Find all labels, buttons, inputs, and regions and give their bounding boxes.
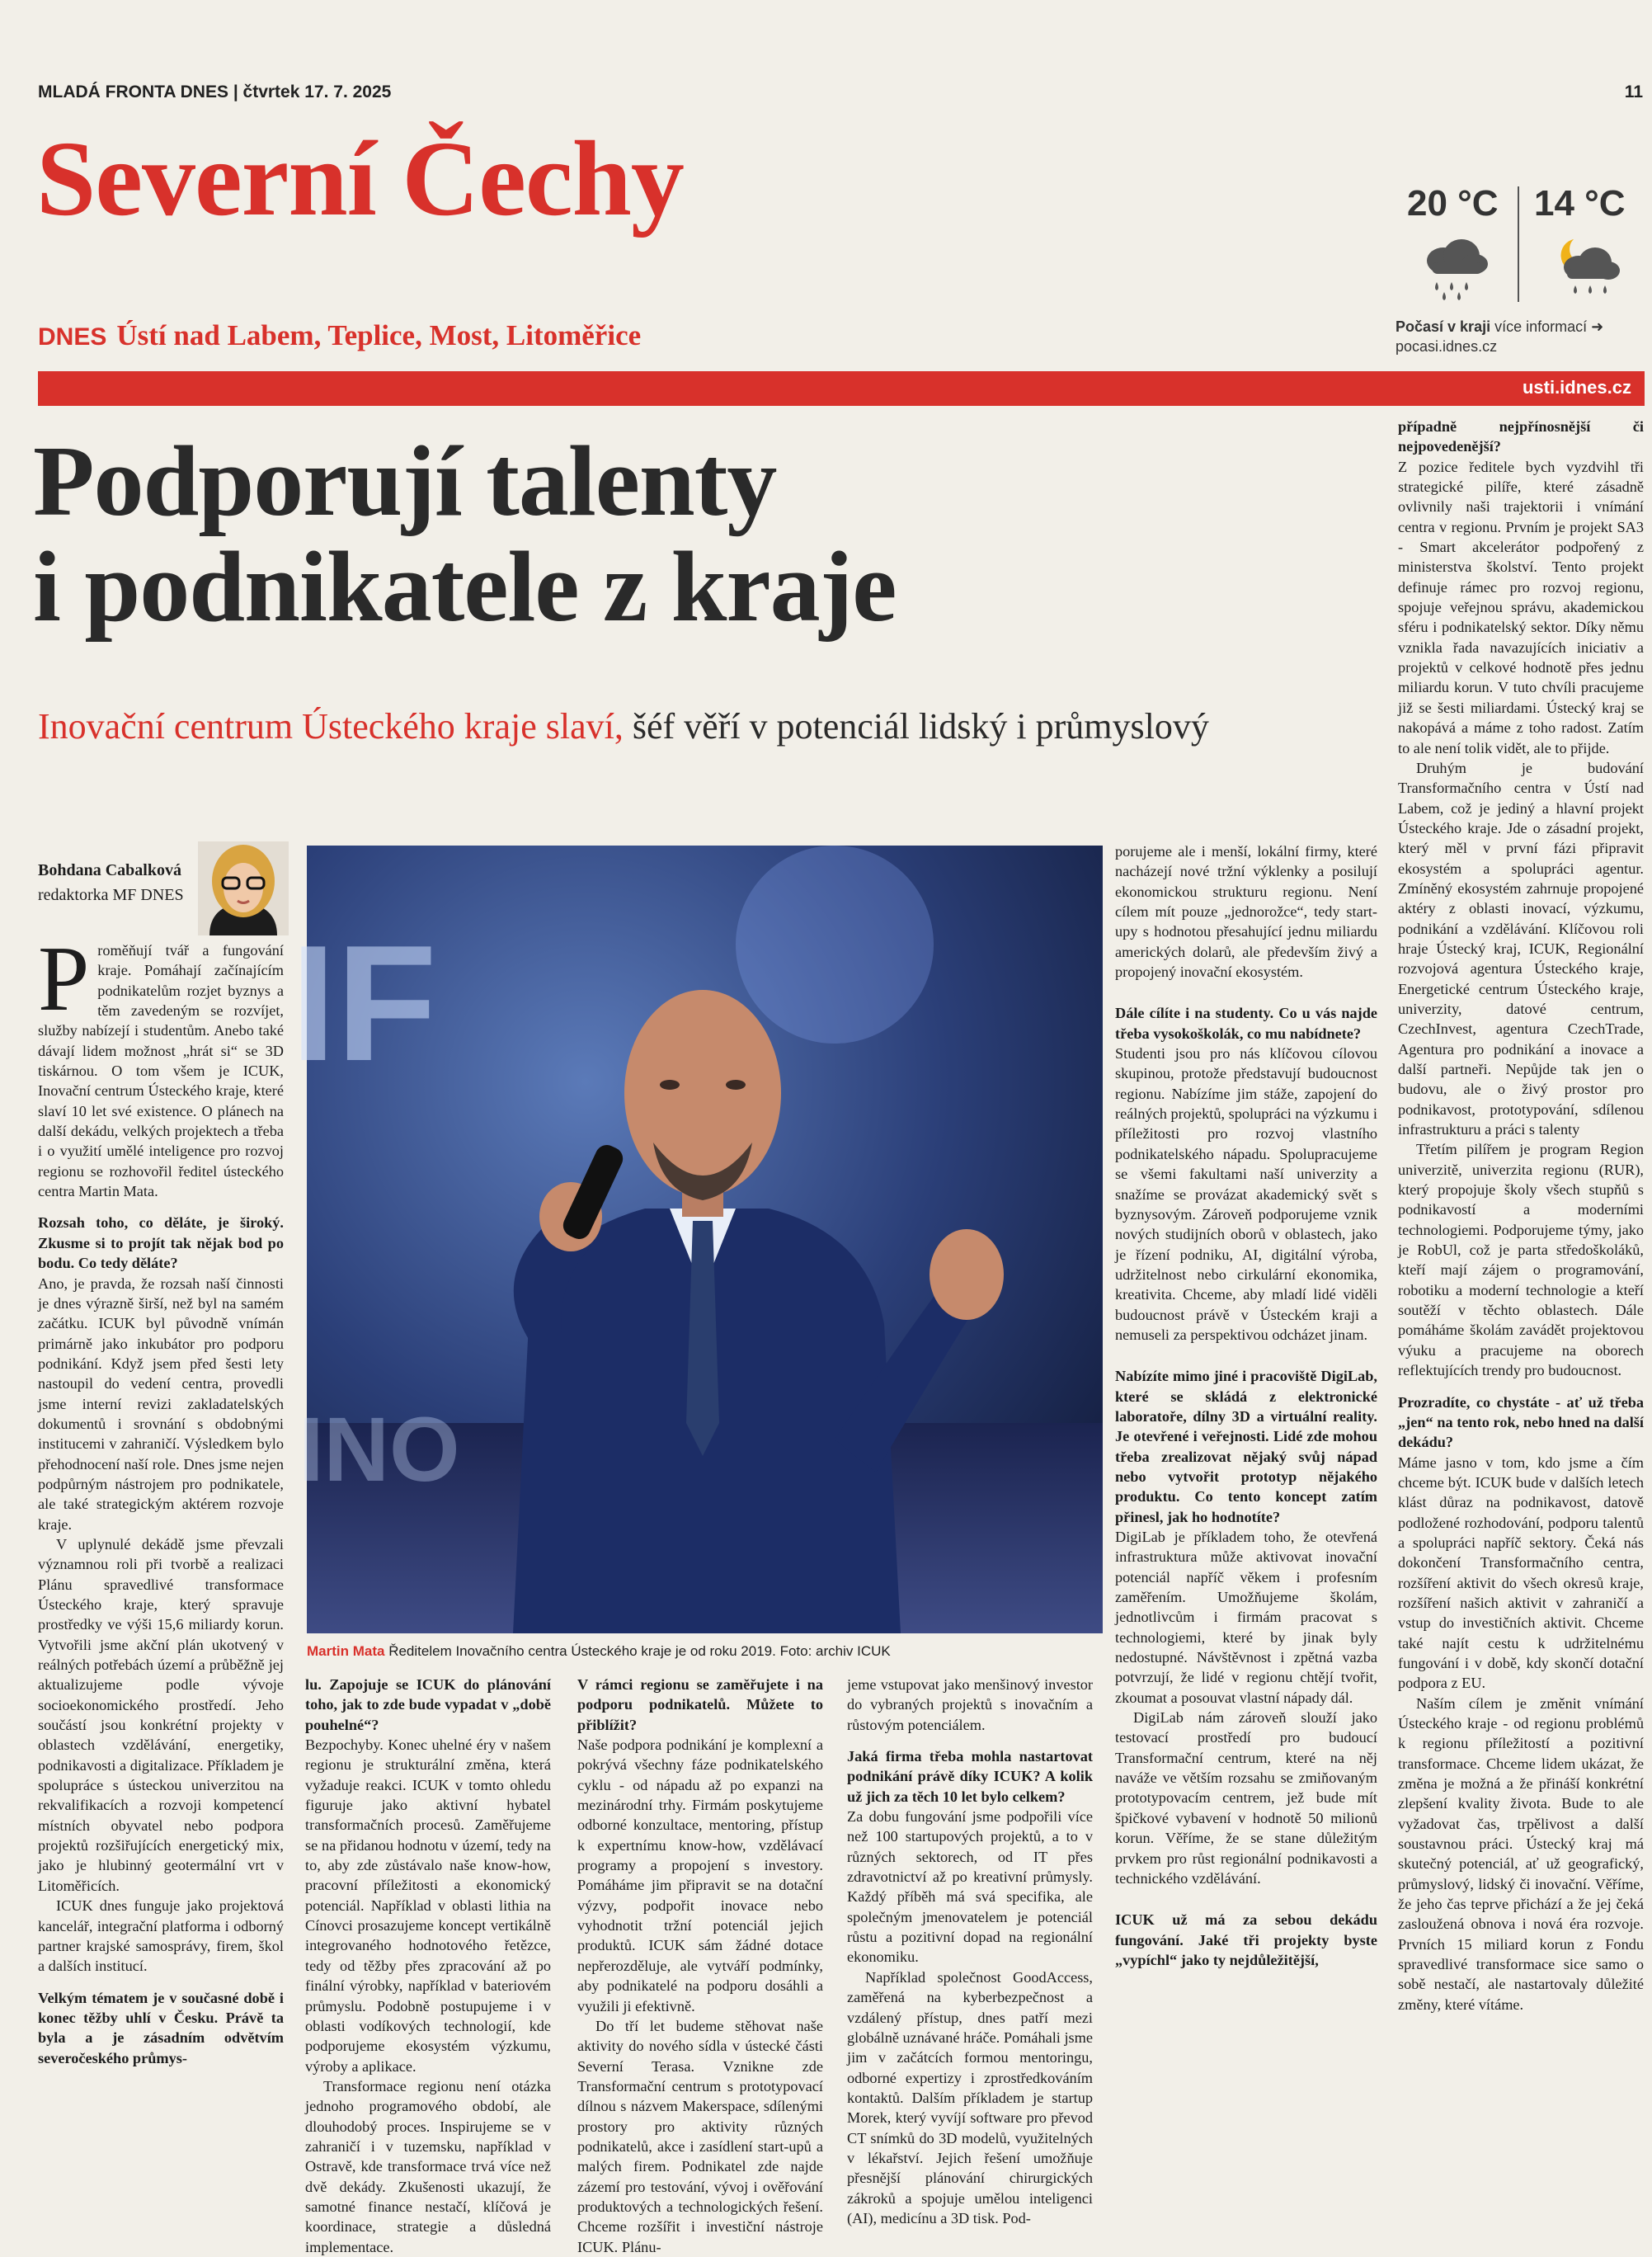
- regions-list: Ústí nad Labem, Teplice, Most, Litoměřice: [116, 319, 642, 351]
- rain-cloud-icon: [1419, 234, 1493, 304]
- article-column-1: [38, 928, 284, 2068]
- paragraph: Druhým je budování Transformačního centra v Ústí nad Labem, což je jediný a hlavní projekt Ústeckého kraje. Jde o zásadní projekt, který měl v první fázi připravit ekosystém a spolupráci agentur. Zmíněný ekosystém zahrnuje propojené aktéry z oblasti inovací, výzkumu, podnikání a vzdělávání. Klíčovou roli hraje Ústecký kraj, ICUK, Regionální rozvojová agentura Ústeckého kraje, Energetické centrum Ústeckého kraje, univerzity, datové centrum, CzechInvest, agentura CzechTrade, Agentura pro podnikání a inovace a další partneři. Nepůjde tak jen o budovu, ale o živý prostor pro podnikavost, prototypování, sdílenou infrastrukturu a práci s talenty: [1398, 759, 1644, 1138]
- photo-caption-name: Martin Mata: [307, 1643, 385, 1659]
- moon-rain-cloud-icon: [1549, 234, 1625, 304]
- question: Dále cílíte i na studenty. Co u vás najde třeba vysokoškolák, co mu nabídnete?: [1115, 1005, 1377, 1042]
- section-masthead: Severní Čechy: [36, 120, 684, 238]
- answer: Bezpochyby. Konec uhelné éry v našem regionu je strukturální změna, která vyžaduje reakci. ICUK v tomto ohledu figuruje jako aktivní hybatel transformačních procesů. Zaměřujeme se na přidanou hodnotu v území, tedy na to, aby zde zůstávalo naše know-how, pracovní příležitosti a ekonomický potenciál. Například v oblasti lithia na Cínovci prosazujeme koncept vertikálně integrovaného hodnotového řetězce, tedy od těžby přes zpracování až po finální výrobky, například v bateriovém průmyslu. Podobně postupujeme i v oblasti vodíkových technologií, kde podporujeme ekosystém výzkumu, výroby a aplikace.: [305, 1736, 551, 2075]
- paragraph: Naším cílem je změnit vnímání Ústeckého kraje - od regionu problémů k regionu příležitostí a pozitivní transformace. Chceme lidem ukázat, že změna je možná a že přináší konkrétní zlepšení kvality života. Bude to ale vyžadovat čas, trpělivost a další soustavnou práci. Ústecký kraj má skutečný potenciál, ať už geografický, průmyslový, lidský či inovační. Věříme, že jeho čas teprve přichází a že jej čeká zasloužená obnova i nová éra rozvoje. Prvních 15 miliard korun z Fondu spravedlivé transformace sice samo o sobě nestačí, ale nastartovaly důležité změny, které vítáme.: [1398, 1694, 1644, 2013]
- author-byline: [38, 858, 184, 907]
- paragraph: Do tří let budeme stěhovat naše aktivity do nového sídla v ústecké části Severní Terasa. Vznikne zde Transformační centrum s prototypovací dílnou s názvem Makerspace, sdílenými prostory pro aktivity různých podnikatelů, akce i zasídlení start-upů a malých firem. Podnikatel zde najde zázemí pro testování, vývoj i ověřování produktových a technologických řešení. Chceme rozšířit i investiční nástroje ICUK. Plánu-: [577, 2017, 823, 2255]
- question: Jaká firma třeba mohla nastartovat podnikání právě díky ICUK? A kolik už jich za těch 10 let bylo celkem?: [847, 1748, 1093, 1805]
- weather-box: [1394, 183, 1641, 365]
- answer: Ano, je pravda, že rozsah naší činnosti je dnes výrazně širší, než byl na samém začátku. ICUK byl původně vnímán primárně jako inkubátor pro podporu podnikání. Když jsem před šesti lety nastoupil do vedení centra, provedli jsme interní revizi zakladatelských dokumentů i srovnání s obdobnými institucemi v zahraničí. Výsledkem bylo přehodnocení naší role. Dnes jsme nejen podpůrným nástrojem pro podnikatele, ale také strategickým aktérem rozvoje kraje.: [38, 1275, 284, 1533]
- page-header-bar: [38, 82, 1643, 107]
- drop-cap: P: [38, 928, 90, 1030]
- question: lu. Zapojuje se ICUK do plánování toho, jak to zde bude vypadat v „době pouhelné“?: [305, 1676, 551, 1733]
- headline-line-1: Podporují talenty: [33, 426, 777, 537]
- author-photo: [198, 841, 289, 935]
- subhead-red: Inovační centrum Ústeckého kraje slaví,: [38, 706, 624, 747]
- answer: Z pozice ředitele bych vyzdvihl tři strategické pilíře, které zásadně ovlivnily naši trajektorii i vnímání centra v regionu. Prvním je projekt SA3 - Smart akcelerátor podpořený z ministerstva školství. Tento projekt definuje rámec pro rozvoj regionu, spojuje veřejnou správu, akademickou sféru i podnikatelský sektor. Díky němu vznikla řada navazujících iniciativ a projektů v celkové hodnotě přes jednu miliardu korun. V tuto chvíli pracujeme již se šesti miliardami. Ústecký kraj se nakopává a máme z toho radost. Zatím to ale není tolik vidět, ale to přijde.: [1398, 458, 1644, 756]
- paragraph: Transformace regionu není otázka jednoho programového období, ale dlouhodobý proces. Inspirujeme se v zahraničí i v tuzemsku, například v Ostravě, kde transformace trvá více než dvě dekády. Zkušenosti ukazují, že samotné finance nestačí, klíčová je koordinace, strategie a důsledná implementace.: [305, 2077, 551, 2255]
- weather-caption-title: Počasí v kraji: [1395, 318, 1491, 335]
- answer: Máme jasno v tom, kdo jsme a čím chceme být. ICUK bude v dalších letech klást důraz na podnikavost, datově podložené rozhodování, podporu talentů a spolupráci napříč sektory. Čeká nás dokončení Transformačního centra, rozšíření aktivit do všech okresů kraje, rozšíření našich aktivit v zahraničí a vstup do investičních aktivit. Chceme také najít cestu k udržitelnému fungování i v době, kdy skončí dotační podpora z EU.: [1398, 1454, 1644, 1692]
- regions-line: [38, 319, 641, 352]
- answer: Za dobu fungování jsme podpořili více než 100 startupových projektů, a to v různých sektorech, od IT přes zdravotnictví až po kreativní průmysly. Každý příběh má svá specifika, ale společným jmenovatelem je potenciál růstu a pozitivní dopad na regionální ekonomiku.: [847, 1808, 1093, 1966]
- photo-caption: [307, 1643, 1107, 1660]
- question: Rozsah toho, co děláte, je široký. Zkusme si to projít tak nějak bod po bodu. Co tedy děláte?: [38, 1214, 284, 1272]
- author-name: Bohdana Cabalková: [38, 861, 181, 879]
- question: Velkým tématem je v současné době i konec těžby uhlí v Česku. Právě ta byla a je zásadním odvětvím severočeského průmys-: [38, 1989, 284, 2066]
- section-red-bar: [38, 371, 1645, 406]
- article-column-3: [577, 1675, 823, 2257]
- page-number: 11: [1624, 82, 1643, 101]
- answer: Naše podpora podnikání je komplexní a pokrývá všechny fáze podnikatelského cyklu - od nápadu až po expanzi na mezinárodní trhy. Firmám poskytujeme odborné konzultace, mentoring, přístup k expertnímu know-how, vzdělávací programy a propojení s investory. Pomáháme jim připravit se na dotační výzvy, podpořit inovace nebo vyhodnotit tržní potenciál jejich produktů. ICUK sám žádné dotace nepřerozděluje, ale vytváří podmínky, aby podnikatelé na podporu dosáhli a využili ji efektivně.: [577, 1736, 823, 2014]
- newspaper-date-line: MLADÁ FRONTA DNES | čtvrtek 17. 7. 2025: [38, 82, 392, 101]
- paragraph: jeme vstupovat jako menšinový investor do vybraných projektů s inovačním a růstovým potenciálem.: [847, 1676, 1093, 1733]
- headline-line-2: i podnikatele z kraje: [33, 531, 897, 643]
- weather-divider: [1518, 186, 1519, 302]
- photo-caption-text: Ředitelem Inovačního centra Ústeckého kraje je od roku 2019. Foto: archiv ICUK: [384, 1643, 891, 1659]
- article-column-2: [305, 1675, 551, 2257]
- day-temperature: 20 °C: [1407, 183, 1499, 224]
- author-role: redaktorka MF DNES: [38, 886, 184, 904]
- night-temperature: 14 °C: [1534, 183, 1626, 224]
- article-photo-martin-mata: [290, 846, 1103, 1633]
- weather-more-link[interactable]: více informací: [1494, 318, 1588, 335]
- paragraph: Třetím pilířem je program Region univerzitě, univerzita regionu (RUR), který propojuje školy všech stupňů s podnikavostí a moderními technologiemi. Podporujeme týmy, jako je RobUl, což je parta středoškoláků, kteří mají zájem o programování, robotiku a moderní technologie a kteří soutěží v těchto oblastech. Dále pomáháme školám zavádět projektovou výuku a pracujeme na oborech reflektujících trendy pro budoucnost.: [1398, 1141, 1644, 1379]
- paragraph: V uplynulé dekádě jsme převzali významnou roli při tvorbě a realizaci Plánu spravedlivé transformace Ústeckého kraje, který spravuje prostředky ve výši 15,6 miliardy korun. Vytvořili jsme akční plán ukotvený v reálných potřebách území a průběžně jej aktualizujeme podle vývoje socioekonomického prostředí. Jeho součástí jsou konkrétní projekty v oblastech vzdělávání, energetiky, podnikavosti a digitalizace. Příkladem je spolupráce s ústeckou univerzitou na rekvalifikacích a rozvoji kompetencí místních obyvatel nebo podpora projektů rozšiřujících energetický mix, jako je hlubinný geotermální vrt v Litoměřicích.: [38, 1535, 284, 1894]
- article-column-6: [1398, 417, 1644, 2014]
- question: případně nejpřínosnější či nejpovedenější?: [1398, 418, 1644, 455]
- paragraph: DigiLab nám zároveň slouží jako testovací prostředí pro budoucí Transformační centrum, které na něj naváže ve větším rozsahu se zmiňovaným prototypovacím centrem, jež bude mít špičkové vybavení v hodnotě 50 milionů korun. Věříme, že se stane důležitým prvkem pro růst regionální podnikavosti a technického vzdělávání.: [1115, 1709, 1377, 1887]
- lead-paragraph: Proměňují tvář a fungování kraje. Pomáhají začínajícím podnikatelům rozjet byznys a těm zavedeným se rozvíjet, služby nabízejí i studentům. Anebo také dávají lidem možnost „hrát si“ se 3D tiskárnou. O tom všem je ICUK, Inovační centrum Ústeckého kraje, které slaví 10 let své existence. O plánech na další dekádu, velkých projektech a třeba i o využití umělé inteligence pro rozvoj regionu se rozhovořil ředitel ústeckého centra Martin Mata.: [38, 928, 284, 1200]
- question: V rámci regionu se zaměřujete i na podporu podnikatelů. Můžete to přiblížit?: [577, 1676, 823, 1733]
- weather-caption: [1395, 317, 1603, 357]
- article-subhead: [38, 705, 1209, 747]
- dnes-label: DNES: [38, 323, 107, 351]
- answer: Studenti jsou pro nás klíčovou cílovou skupinou, protože představují budoucnost regionu. Nabízíme jim stáže, zapojení do reálných projektů, spolupráci na výzkumu i příležitosti pro rozvoj vlastního podnikatelského nápadu. Spolupracujeme se všemi fakultami naší univerzity a snažíme se provázat akademický svět s byznysovým. Zároveň podporujeme vznik nových studijních oborů v oblastech, jako je řízení podniku, AI, digitální výroba, udržitelnost nebo cirkulární ekonomika, kreativita. Chceme, aby mladí lidé viděli budoucnost právě v Ústeckém kraji a nemuseli za perspektivou odcházet jinam.: [1115, 1045, 1377, 1343]
- question: Prozradíte, co chystáte - ať už třeba „jen“ na tento rok, nebo hned na další dekádu?: [1398, 1393, 1644, 1451]
- svg-text:IF: IF: [290, 912, 437, 1096]
- answer: DigiLab je příkladem toho, že otevřená infrastruktura může aktivovat inovační potenciál napříč věkem i profesním zaměřením. Umožňujeme školám, jednotlivcům i firmám pracovat s technologiemi, které by jinak byly nedostupné. Návštěvnost i zpětná vazba potvrzují, že lidé v regionu chtějí tvořit, zkoumat a posouvat vlastní nápady dál.: [1115, 1529, 1377, 1706]
- arrow-right-icon: ➜: [1591, 318, 1604, 335]
- article-headline: [33, 426, 1105, 643]
- paragraph: ICUK dnes funguje jako projektová kancelář, integrační platforma i odborný partner krajské samosprávy, firem, škol a dalších institucí.: [38, 1897, 284, 1975]
- article-column-4: [847, 1675, 1093, 2228]
- paragraph: porujeme ale i menší, lokální firmy, které nacházejí nové tržní výklenky a posilují ekonomickou strukturu regionu. Není cílem mít pouze „jednorožce“, tedy start-upy s hodnotou přesahující jednu miliardu amerických dolarů, ale především živý a propojený inovační ekosystém.: [1115, 843, 1377, 981]
- question: Nabízíte mimo jiné i pracoviště DigiLab, které se skládá z elektronické laboratoře, dílny 3D a virtuální reality. Je otevřené i veřejnosti. Lidé zde mohou třeba zrealizovat nějaký svůj nápad nebo vytvořit prototyp nějakého produktu. Co tento koncept zatím přinesl, jak ho hodnotíte?: [1115, 1368, 1377, 1525]
- subhead-rest: šéf věří v potenciál lidský i průmyslový: [623, 706, 1209, 747]
- question: ICUK už má za sebou dekádu fungování. Jaké tři projekty byste „vypíchl“ jako ty nejdůležitější,: [1115, 1911, 1377, 1968]
- weather-site[interactable]: pocasi.idnes.cz: [1395, 338, 1498, 356]
- svg-text:INO: INO: [299, 1399, 460, 1501]
- section-url[interactable]: usti.idnes.cz: [1522, 377, 1631, 398]
- paragraph: Například společnost GoodAccess, zaměřená na kyberbezpečnost a vzdálený přístup, dnes patří mezi globálně uznávané hráče. Pomáhali jsme jim v začátcích formou mentoringu, odborné expertizy i zprostředkováním kontaktů. Dalším příkladem je startup Morek, který vyvíjí software pro převod CT snímků do 3D modelů, využitelných v lékařství. Jejich řešení umožňuje přesnější plánování chirurgických zákroků a spojuje umělou inteligenci (AI), medicínu a 3D tisk. Pod-: [847, 1968, 1093, 2226]
- article-column-5: [1115, 841, 1377, 1970]
